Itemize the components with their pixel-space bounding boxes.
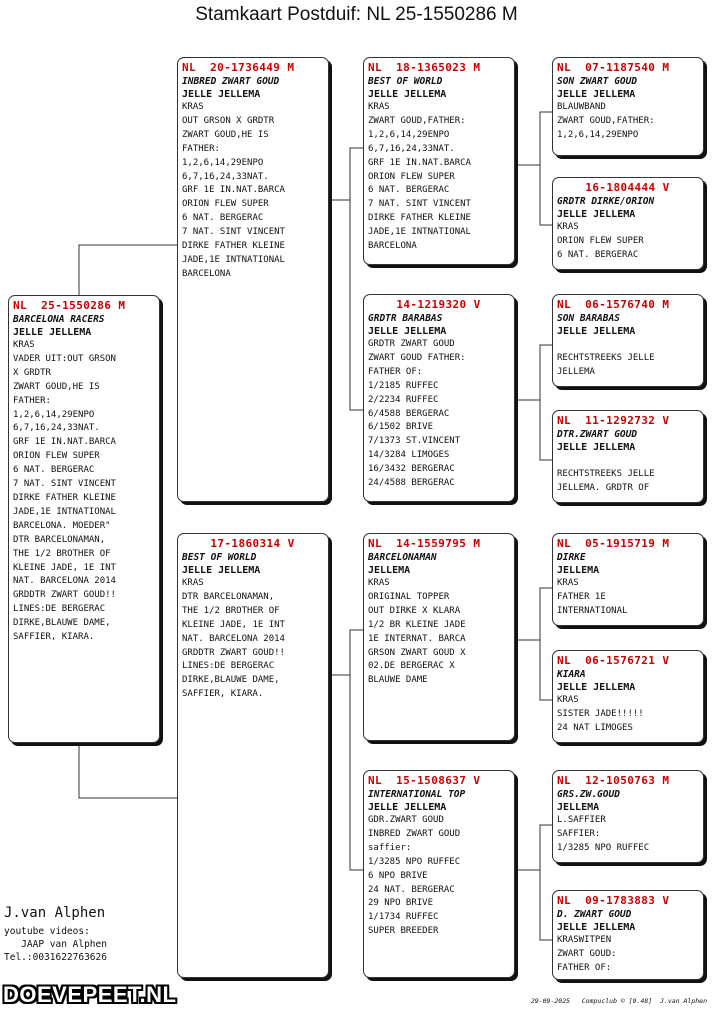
breeder-name: JELLE JELLEMA — [557, 326, 636, 337]
pigeon-name: INTERNATIONAL TOP — [368, 789, 466, 800]
pigeon-info: KRAS ORIGINAL TOPPER OUT DIRKE X KLARA 1/2 BR KLEINE JADE 1E INTERNAT. BARCA GRSON ZWART GOUD X 02.DE BERGERAC X BLAUWE DAME — [368, 578, 466, 686]
pigeon-name: GRS.ZW.GOUD — [557, 789, 620, 800]
ring-number: NL 05-1915719 M — [557, 537, 670, 550]
pigeon-info: RECHTSTREEKS JELLE JELLEMA. GRDTR OF — [557, 468, 655, 493]
pigeon-info: KRAS FATHER 1E INTERNATIONAL — [557, 578, 628, 616]
fm-mother-card[interactable] — [552, 410, 704, 503]
ring-number: NL 06-1576721 V — [557, 654, 670, 667]
breeder-name: JELLEMA — [368, 565, 411, 576]
pigeon-info: KRASWITPEN ZWART GOUD: FATHER OF: — [557, 935, 617, 973]
pigeon-info: KRAS DTR BARCELONAMAN, THE 1/2 BROTHER OF KLEINE JADE, 1E INT NAT. BARCELONA 2014 GRDDTR ZWART GOUD!! LINES:DE BERGERAC DIRKE,BLAUWE DAME, SAFFIER, KIARA. — [182, 578, 285, 700]
pigeon-name: BARCELONAMAN — [368, 552, 437, 563]
mother-card[interactable] — [177, 533, 329, 978]
ring-number: NL 11-1292732 V — [557, 414, 670, 427]
breeder-name: JELLEMA — [557, 802, 600, 813]
breeder-name: JELLE JELLEMA — [557, 682, 636, 693]
pigeon-info: BLAUWBAND ZWART GOUD,FATHER: 1,2,6,14,29ENPO — [557, 102, 655, 140]
breeder-name: JELLE JELLEMA — [368, 89, 447, 100]
pigeon-info: KRAS OUT GRSON X GRDTR ZWART GOUD,HE IS FATHER: 1,2,6,14,29ENPO 6,7,16,24,33NAT. GRF 1E IN.NAT.BARCA ORION FLEW SUPER 6 NAT. BERGERAC 7 NAT. SINT VINCENT DIRKE FATHER KLEINE JADE,1E INTNATIONAL BARCELONA — [182, 102, 285, 279]
pigeon-name: BEST OF WORLD — [368, 76, 443, 87]
pigeon-info: L.SAFFIER SAFFIER: 1/3285 NPO RUFFEC — [557, 815, 650, 853]
breeder-name: JELLE JELLEMA — [182, 89, 261, 100]
fm-father-card[interactable] — [552, 294, 704, 387]
ff-mother-card[interactable] — [552, 177, 704, 270]
mm-father-card[interactable] — [552, 770, 704, 863]
owner-contact: youtube videos: JAAP van Alphen Tel.:0031622763626 — [4, 926, 107, 963]
ring-number: NL 15-1508637 V — [368, 774, 481, 787]
pigeon-info: KRAS ZWART GOUD,FATHER: 1,2,6,14,29ENPO 6,7,16,24,33NAT. GRF 1E IN.NAT.BARCA ORION FLEW SUPER 6 NAT. BERGERAC 7 NAT. SINT VINCENT DIRKE FATHER KLEINE JADE,1E INTNATIONAL BARCELONA — [368, 102, 471, 252]
pigeon-info: KRAS SISTER JADE!!!!! 24 NAT LIMOGES — [557, 695, 644, 733]
ring-number: NL 25-1550286 M — [13, 299, 126, 312]
print-info: 29-09-2025 Compuclub © [9.48] J.van Alphen — [530, 997, 707, 1005]
pigeon-name: SON ZWART GOUD — [557, 76, 638, 87]
pigeon-name: BEST OF WORLD — [182, 552, 257, 563]
mf-mother-card[interactable] — [552, 650, 704, 743]
ring-number: NL 14-1559795 M — [368, 537, 481, 550]
owner-name: J.van Alphen — [4, 905, 106, 921]
ring-number: 17-1860314 V — [210, 537, 295, 550]
pigeon-info: GRDTR ZWART GOUD ZWART GOUD FATHER: FATHER OF: 1/2185 RUFFEC 2/2234 RUFFEC 6/4588 BERGERAC 6/1502 BRIVE 7/1373 ST.VINCENT 14/3284 LIMOGES 16/3432 BERGERAC 24/4588 BERGERAC — [368, 339, 466, 489]
pigeon-name: KIARA — [557, 669, 586, 680]
pigeon-name: BARCELONA RACERS — [13, 314, 105, 325]
watermark-logo: DOEVEPEET.NL — [3, 982, 177, 1007]
father-card[interactable] — [177, 57, 329, 502]
breeder-name: JELLE JELLEMA — [557, 922, 636, 933]
breeder-name: JELLE JELLEMA — [557, 89, 636, 100]
mother-mother-card[interactable] — [363, 770, 515, 978]
pigeon-info: GDR.ZWART GOUD INBRED ZWART GOUD saffier: 1/3285 NPO RUFFEC 6 NPO BRIVE 24 NAT. BERGERAC 29 NPO BRIVE 1/1734 RUFFEC SUPER BREEDER — [368, 815, 461, 937]
breeder-name: JELLE JELLEMA — [368, 326, 447, 337]
ring-number: NL 20-1736449 M — [182, 61, 295, 74]
pigeon-name: DIRKE — [557, 552, 586, 563]
breeder-name: JELLEMA — [557, 565, 600, 576]
ring-number: 14-1219320 V — [396, 298, 481, 311]
ring-number: NL 07-1187540 M — [557, 61, 670, 74]
subject-pigeon-card[interactable] — [8, 295, 160, 743]
ring-number: 16-1804444 V — [585, 181, 670, 194]
ring-number: NL 09-1783883 V — [557, 894, 670, 907]
pigeon-name: GRDTR DIRKE/ORION — [557, 196, 655, 207]
breeder-name: JELLE JELLEMA — [557, 442, 636, 453]
mf-father-card[interactable] — [552, 533, 704, 626]
breeder-name: JELLE JELLEMA — [13, 327, 92, 338]
pigeon-name: DTR.ZWART GOUD — [557, 429, 638, 440]
breeder-name: JELLE JELLEMA — [557, 209, 636, 220]
pigeon-info: RECHTSTREEKS JELLE JELLEMA — [557, 352, 655, 377]
pigeon-name: D. ZWART GOUD — [557, 909, 632, 920]
ring-number: NL 18-1365023 M — [368, 61, 481, 74]
breeder-name: JELLE JELLEMA — [182, 565, 261, 576]
pigeon-info: KRAS ORION FLEW SUPER 6 NAT. BERGERAC — [557, 222, 644, 260]
ring-number: NL 12-1050763 M — [557, 774, 670, 787]
pigeon-name: SON BARABAS — [557, 313, 620, 324]
breeder-name: JELLE JELLEMA — [368, 802, 447, 813]
pigeon-name: GRDTR BARABAS — [368, 313, 443, 324]
pigeon-info: KRAS VADER UIT:OUT GRSON X GRDTR ZWART GOUD,HE IS FATHER: 1,2,6,14,29ENPO 6,7,16,24,33NAT. GRF 1E IN.NAT.BARCA ORION FLEW SUPER 6 NAT. BERGERAC 7 NAT. SINT VINCENT DIRKE FATHER KLEINE JADE,1E INTNATIONAL BARCELONA. MOEDER" DTR BARCELONAMAN, THE 1/2 BROTHER OF KLEINE JADE, 1E INT NAT. BARCELONA 2014 GRDDTR ZWART GOUD!! LINES:DE BERGERAC DIRKE,BLAUWE DAME, SAFFIER, KIARA. — [13, 340, 116, 643]
father-father-card[interactable] — [363, 57, 515, 265]
mother-father-card[interactable] — [363, 533, 515, 741]
ff-father-card[interactable] — [552, 57, 704, 156]
father-mother-card[interactable] — [363, 294, 515, 502]
ring-number: NL 06-1576740 M — [557, 298, 670, 311]
mm-mother-card[interactable] — [552, 890, 704, 980]
page-title: Stamkaart Postduif: NL 25-1550286 M — [195, 4, 518, 25]
pigeon-name: INBRED ZWART GOUD — [182, 76, 280, 87]
